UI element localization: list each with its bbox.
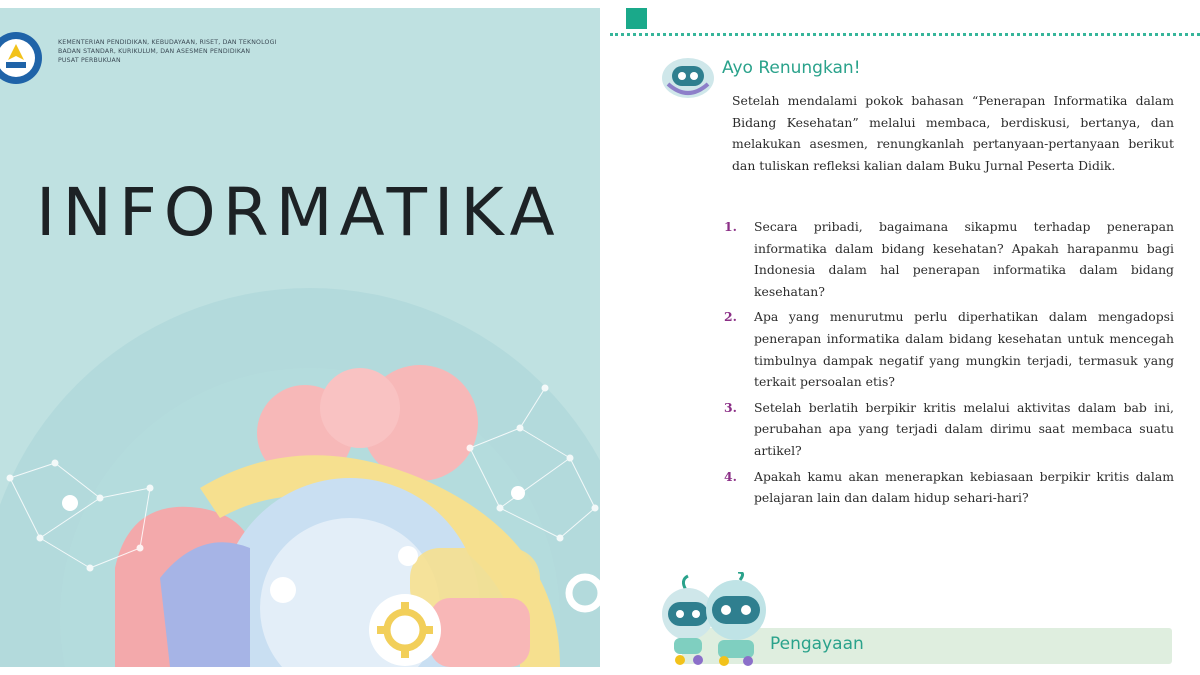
question-number: 3. — [724, 399, 737, 415]
dotted-divider — [610, 33, 1200, 36]
publisher-line-1: KEMENTERIAN PENDIDIKAN, KEBUDAYAAN, RISET, DAN TEKNOLOGI — [58, 39, 277, 46]
question-item — [724, 306, 1174, 392]
robot-mascots-icon — [654, 572, 774, 667]
book-cover — [0, 8, 600, 667]
question-number: 2. — [724, 309, 737, 325]
publisher-line-2: BADAN STANDAR, KURIKULUM, DAN ASESMEN PENDIDIKAN — [58, 48, 251, 56]
question-number: 1. — [724, 219, 737, 234]
question-text: Setelah berlatih berpikir kritis melalui aktivitas dalam bab ini, perubahan apa yang terjadi dalam dirimu saat membaca suatu artikel? — [754, 399, 1174, 458]
pengayaan-title: Pengayaan — [770, 634, 864, 654]
publisher-line-3: PUSAT PERBUKUAN — [58, 57, 121, 65]
tut-wuri-logo-icon — [0, 30, 46, 86]
cover-illustration — [0, 8, 600, 667]
page-marker — [626, 8, 647, 29]
question-text: Apa yang menurutmu perlu diperhatikan dalam mengadopsi penerapan informatika dalam bidang kesehatan untuk mencegah timbulnya dampak negatif yang mungkin terjadi, termasuk yang terkait persoalan etis? — [754, 309, 1174, 390]
textbook-page — [610, 0, 1200, 675]
question-item — [724, 397, 1174, 462]
intro-paragraph: Setelah mendalami pokok bahasan “Penerapan Informatika dalam Bidang Kesehatan” melalui membaca, berdiskusi, bertanya, dan melakukan asesmen, renungkanlah pertanyaan-pertanyaan berikut dan tuliskan refleksi kalian dalam Buku Jurnal Peserta Didik. — [732, 93, 1174, 173]
question-item — [724, 466, 1174, 509]
question-text: Secara pribadi, bagaimana sikapmu terhadap penerapan informatika dalam bidang kesehatan? Apakah harapanmu bagi Indonesia dalam hal penerapan informatika dalam bidang kesehatan? — [754, 219, 1174, 299]
question-item — [724, 216, 1174, 302]
question-number: 4. — [724, 468, 737, 484]
cover-title: INFORMATIKA — [36, 174, 562, 251]
question-text: Apakah kamu akan menerapkan kebiasaan berpikir kritis dalam pelajaran lain dan dalam hidup sehari-hari? — [754, 468, 1174, 506]
publisher-block — [58, 38, 388, 66]
reflection-questions — [724, 216, 1174, 513]
robot-mascot-icon — [660, 54, 716, 100]
section-title: Ayo Renungkan! — [722, 58, 861, 78]
